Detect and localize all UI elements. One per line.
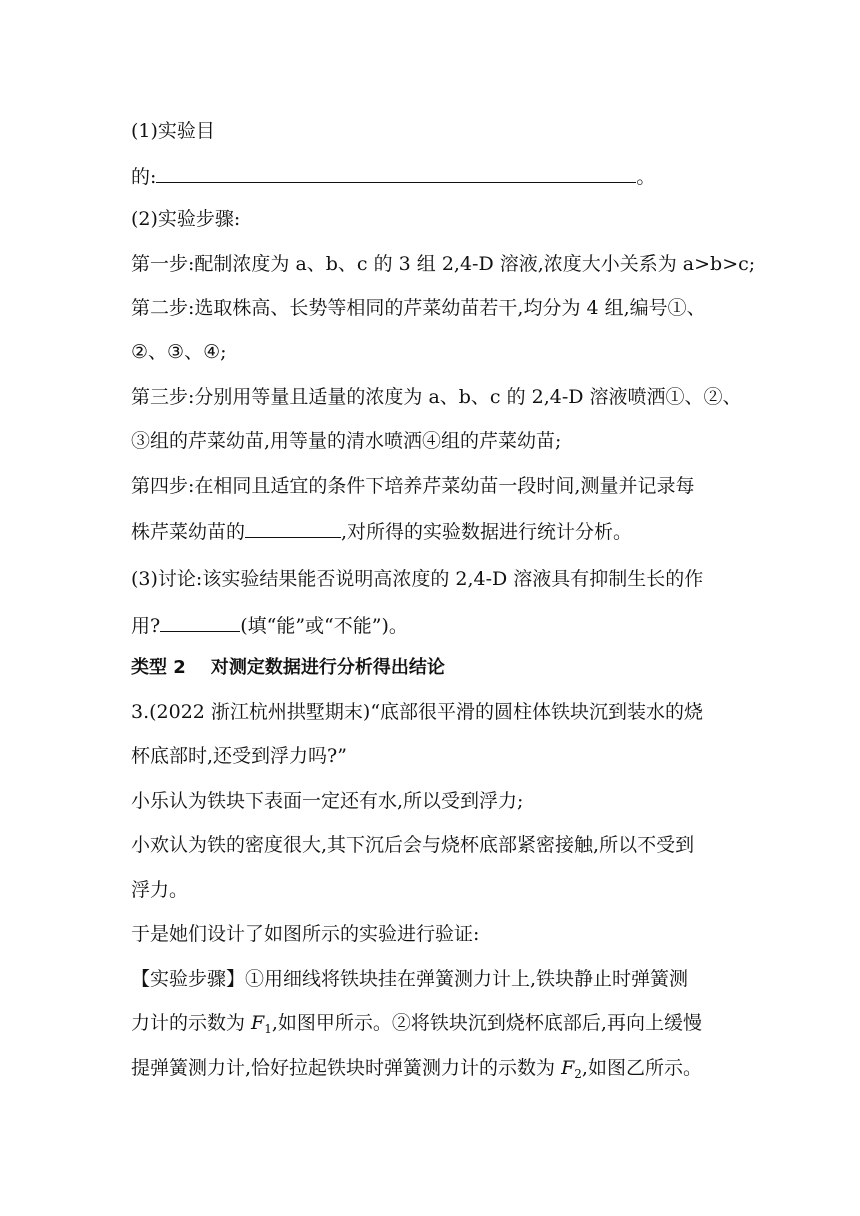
question3-line5: 浮力。	[131, 879, 189, 901]
purpose-answer-blank[interactable]	[156, 162, 636, 183]
force-f2-subscript: 2	[574, 1067, 582, 1081]
question3-line6: 于是她们设计了如图所示的实验进行验证:	[131, 923, 480, 945]
force-f1-subscript: 1	[264, 1022, 272, 1036]
part3-text-line1: (3)讨论:该实验结果能否说明高浓度的 2,4-D 溶液具有抑制生长的作	[131, 568, 704, 590]
question3-line1: 3.(2022 浙江杭州拱墅期末)“底部很平滑的圆柱体铁块沉到装水的烧	[131, 701, 704, 723]
force-f1-symbol: F	[251, 1012, 265, 1034]
step3-text-line1: 第三步:分别用等量且适量的浓度为 a、b、c 的 2,4-D 溶液喷洒①、②、	[131, 386, 742, 408]
step3-text-line2: ③组的芹菜幼苗,用等量的清水喷洒④组的芹菜幼苗;	[131, 430, 562, 452]
step2-text-line1: 第二步:选取株高、长势等相同的芹菜幼苗若干,均分为 4 组,编号①、	[131, 297, 706, 319]
experiment-steps-line2: 力计的示数为 $F_1$,如图甲所示。②将铁块沉到烧杯底部后,再向上缓慢	[131, 1012, 702, 1036]
step4-text-line2: 株芹菜幼苗的 ,对所得的实验数据进行统计分析。	[131, 517, 632, 545]
part2-label: (2)实验步骤:	[131, 208, 241, 230]
measurement-answer-blank[interactable]	[245, 517, 341, 538]
section-heading: 类型 2 对测定数据进行分析得出结论	[131, 657, 445, 678]
part3-text-line2: 用? (填“能”或“不能”)。	[131, 611, 408, 639]
experiment-steps-line1: 【实验步骤】①用细线将铁块挂在弹簧测力计上,铁块静止时弹簧测	[131, 968, 689, 990]
part1-answer-line: 的: 。	[131, 162, 655, 190]
question3-line4: 小欢认为铁的密度很大,其下沉后会与烧杯底部紧密接触,所以不受到	[131, 834, 695, 856]
experiment-steps-line3: 提弹簧测力计,恰好拉起铁块时弹簧测力计的示数为 $F_2$,如图乙所示。	[131, 1057, 702, 1081]
step4-text-line1: 第四步:在相同且适宜的条件下培养芹菜幼苗一段时间,测量并记录每	[131, 475, 695, 497]
step1-text: 第一步:配制浓度为 a、b、c 的 3 组 2,4-D 溶液,浓度大小关系为 a>b>c;	[131, 253, 756, 275]
question3-line2: 杯底部时,还受到浮力吗?”	[131, 745, 347, 767]
discussion-answer-blank[interactable]	[160, 611, 240, 632]
question3-line3: 小乐认为铁块下表面一定还有水,所以受到浮力;	[131, 790, 524, 812]
force-f2-symbol: F	[561, 1057, 575, 1079]
step2-text-line2: ②、③、④;	[131, 341, 227, 363]
part1-label: (1)实验目	[131, 120, 215, 142]
